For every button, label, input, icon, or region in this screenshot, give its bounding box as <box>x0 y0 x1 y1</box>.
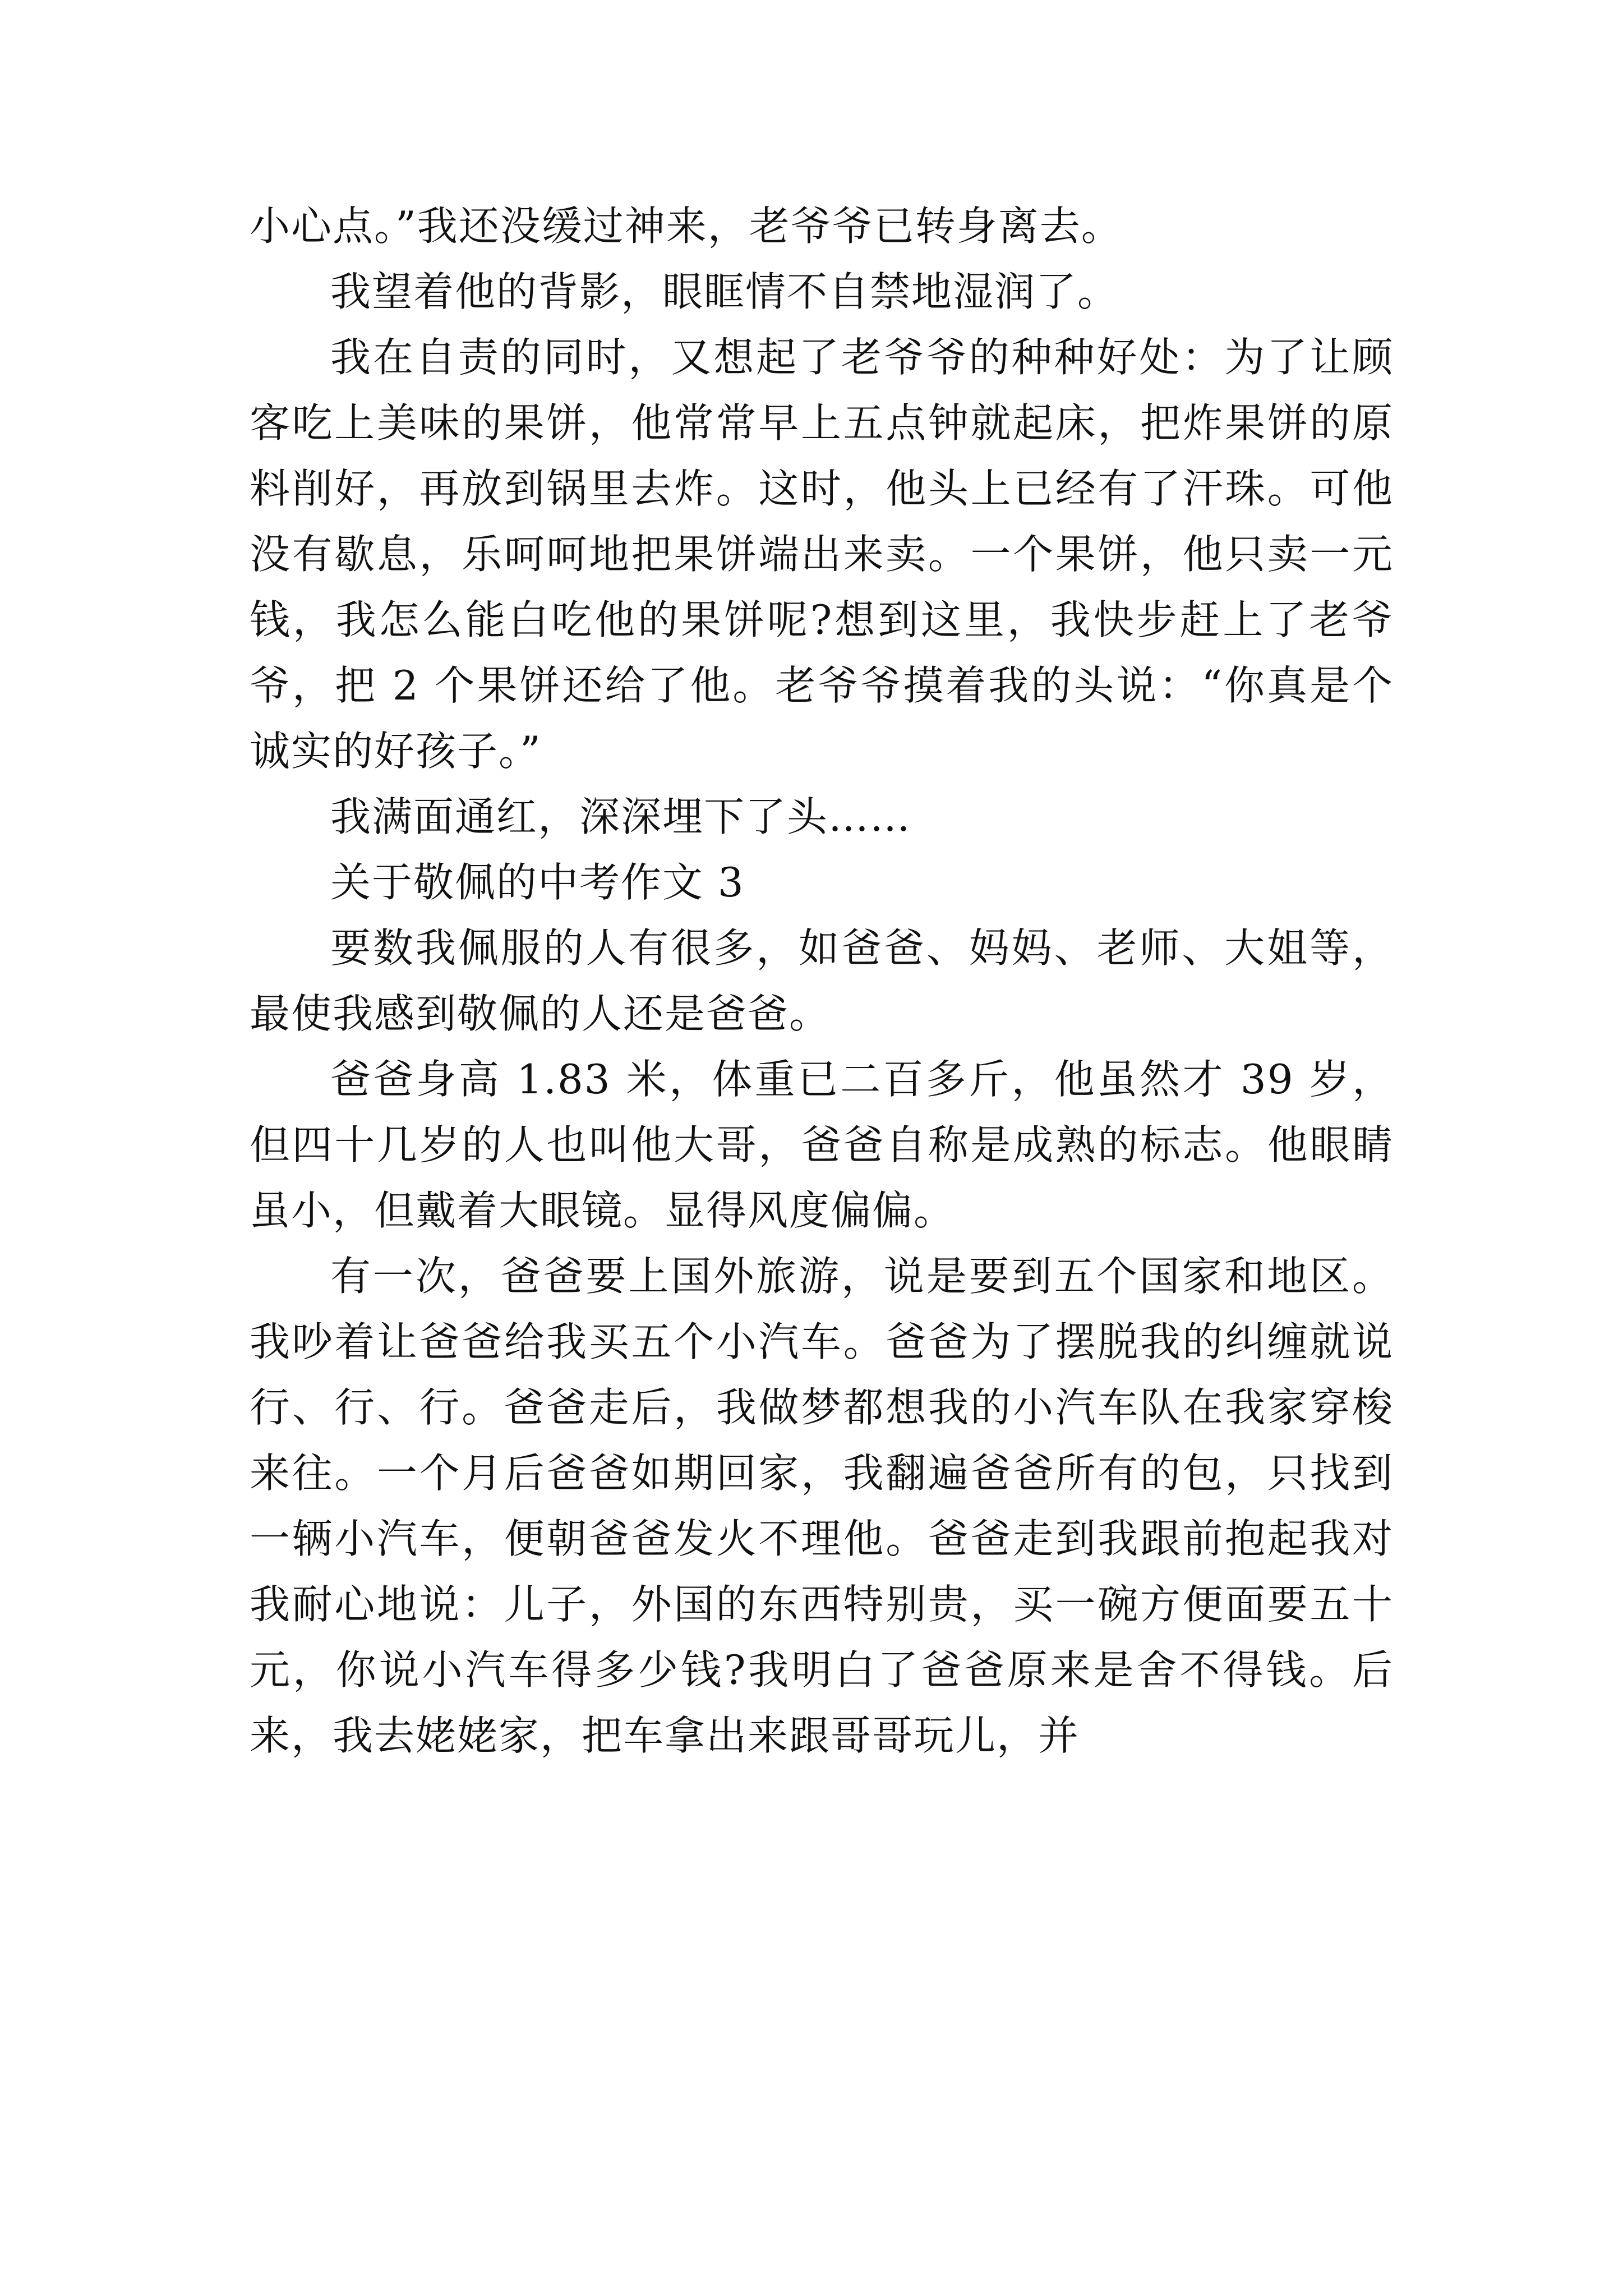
document-body <box>250 194 1394 1769</box>
paragraph-continuation: 小心点。”我还没缓过神来，老爷爷已转身离去。 <box>250 203 1123 250</box>
paragraph: 我在自责的同时，又想起了老爷爷的种种好处：为了让顾客吃上美味的果饼，他常常早上五点钟就起床，把炸果饼的原料削好，再放到锅里去炸。这时，他头上已经有了汗珠。可他没有歇息，乐呵呵地把果饼端出来卖。一个果饼，他只卖一元钱，我怎么能白吃他的果饼呢?想到这里，我快步赶上了老爷爷，把 2 个果饼还给了他。老爷爷摸着我的头说：“你真是个诚实的好孩子。” <box>250 334 1394 775</box>
paragraph: 要数我佩服的人有很多，如爸爸、妈妈、老师、大姐等，最使我感到敬佩的人还是爸爸。 <box>250 924 1394 1037</box>
section-heading: 关于敬佩的中考作文 3 <box>330 859 745 906</box>
paragraph: 我望着他的背影，眼眶情不自禁地湿润了。 <box>330 268 1119 315</box>
paragraph: 我满面通红，深深埋下了头…… <box>330 793 912 840</box>
paragraph: 有一次，爸爸要上国外旅游，说是要到五个国家和地区。我吵着让爸爸给我买五个小汽车。爸爸为了摆脱我的纠缠就说行、行、行。爸爸走后，我做梦都想我的小汽车队在我家穿梭来往。一个月后爸爸如期回家，我翻遍爸爸所有的包，只找到一辆小汽车，便朝爸爸发火不理他。爸爸走到我跟前抱起我对我耐心地说：儿子，外国的东西特别贵，买一碗方便面要五十元，你说小汽车得多少钱?我明白了爸爸原来是舍不得钱。后来，我去姥姥家，把车拿出来跟哥哥玩儿，并 <box>250 1253 1394 1759</box>
paragraph: 爸爸身高 1.83 米，体重已二百多斤，他虽然才 39 岁，但四十几岁的人也叫他大哥，爸爸自称是成熟的标志。他眼睛虽小，但戴着大眼镜。显得风度偏偏。 <box>250 1056 1394 1234</box>
